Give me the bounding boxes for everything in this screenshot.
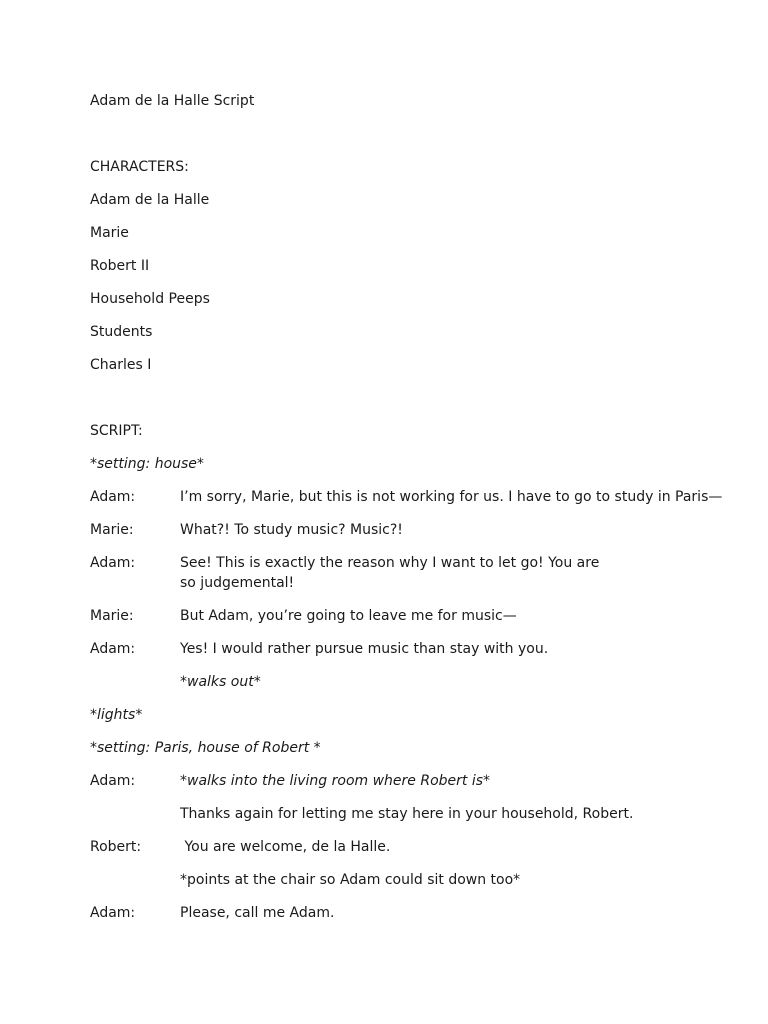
dialogue-text: Thanks again for letting me stay here in your household, Robert.	[180, 806, 634, 822]
stage-direction-setting: *setting: house*	[90, 456, 204, 472]
characters-heading: CHARACTERS:	[90, 159, 189, 175]
speaker-name: Adam:	[90, 555, 136, 571]
character-item: Marie	[90, 225, 129, 241]
character-item: Household Peeps	[90, 291, 210, 307]
stage-direction: *points at the chair so Adam could sit down too*	[180, 872, 521, 888]
dialogue-text: Please, call me Adam.	[180, 905, 335, 921]
script-heading: SCRIPT:	[90, 423, 143, 439]
speaker-name: Robert:	[90, 839, 142, 855]
speaker-name: Adam:	[90, 641, 136, 657]
stage-direction: *walks out*	[180, 674, 261, 690]
speaker-name: Adam:	[90, 905, 136, 921]
character-item: Students	[90, 324, 153, 340]
document-title: Adam de la Halle Script	[90, 93, 255, 109]
character-item: Charles I	[90, 357, 152, 373]
stage-direction-setting: *setting: Paris, house of Robert *	[90, 740, 321, 756]
dialogue-text: Yes! I would rather pursue music than stay with you.	[180, 641, 549, 657]
character-item: Adam de la Halle	[90, 192, 210, 208]
stage-direction: *walks into the living room where Robert is*	[180, 773, 491, 789]
dialogue-text: See! This is exactly the reason why I want to let go! You are so judgemental!	[180, 555, 600, 591]
stage-direction-lights: *lights*	[90, 707, 143, 723]
dialogue-text: I’m sorry, Marie, but this is not working for us. I have to go to study in Paris—	[180, 489, 723, 505]
dialogue-text: But Adam, you’re going to leave me for music—	[180, 608, 517, 624]
character-item: Robert II	[90, 258, 150, 274]
dialogue-text: What?! To study music? Music?!	[180, 522, 403, 538]
speaker-name: Adam:	[90, 773, 136, 789]
speaker-name: Marie:	[90, 608, 134, 624]
speaker-name: Adam:	[90, 489, 136, 505]
speaker-name: Marie:	[90, 522, 134, 538]
dialogue-text: You are welcome, de la Halle.	[180, 839, 391, 855]
